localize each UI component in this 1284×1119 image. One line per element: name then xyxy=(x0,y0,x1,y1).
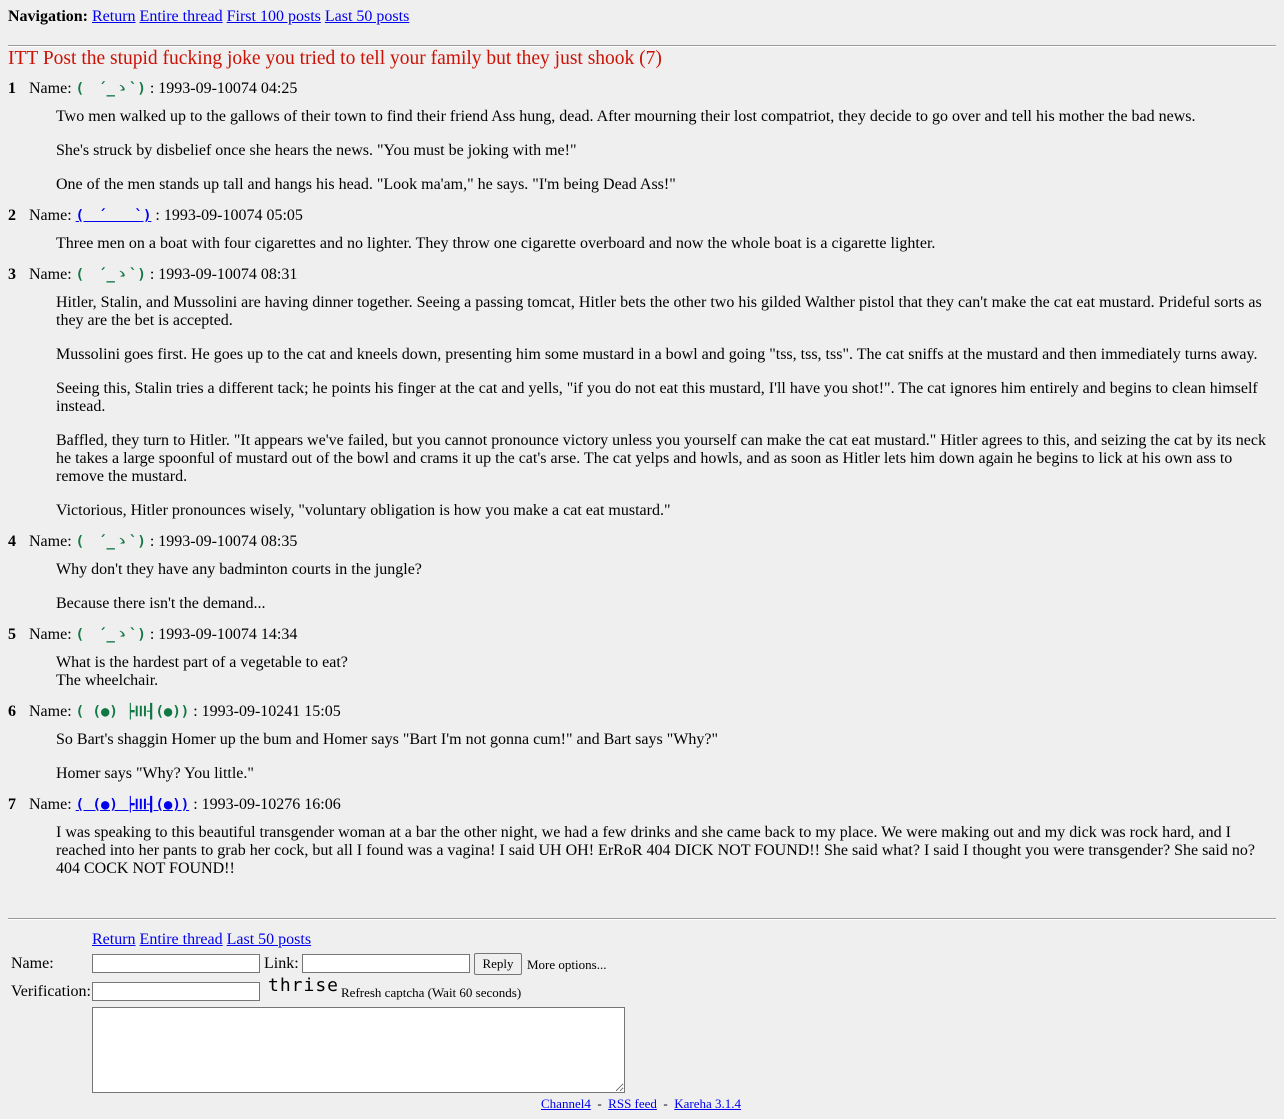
top-divider xyxy=(8,45,1276,47)
name-label: Name: xyxy=(29,266,72,283)
nav-entire-thread-link[interactable]: Entire thread xyxy=(139,8,223,25)
post-paragraph: Because there isn't the demand... xyxy=(56,595,266,612)
post-date: : 1993-09-10074 04:25 xyxy=(149,80,298,97)
refresh-captcha-link[interactable]: Refresh captcha (Wait 60 seconds) xyxy=(341,985,522,1000)
poster-name: ( (●) ┝ⅠⅠⅠ┨(●)) xyxy=(75,704,190,720)
post-6 xyxy=(8,703,1276,783)
navigation-label: Navigation: xyxy=(8,8,88,25)
nav-last-50-link[interactable]: Last 50 posts xyxy=(324,8,410,25)
post-paragraph: Victorious, Hitler pronounces wisely, "voluntary obligation is how you make a cat eat mustard." xyxy=(56,502,671,519)
post-header xyxy=(8,626,1276,644)
link-input[interactable] xyxy=(302,954,470,973)
reply-last-50-link[interactable]: Last 50 posts xyxy=(226,931,312,948)
post-date: : 1993-09-10074 08:35 xyxy=(149,533,298,550)
post-paragraph: What is the hardest part of a vegetable to eat? The wheelchair. xyxy=(56,654,348,689)
post-body xyxy=(56,108,1276,194)
post-number[interactable]: 6 xyxy=(8,703,16,720)
nav-return-link[interactable]: Return xyxy=(92,8,136,25)
poster-name: ( ´_ゝ`) xyxy=(75,627,146,643)
footer-separator: - xyxy=(663,1096,668,1111)
post-paragraph: She's struck by disbelief once she hears the news. "You must be joking with me!" xyxy=(56,142,577,159)
nav-first-100-link[interactable]: First 100 posts xyxy=(226,8,321,25)
post-header xyxy=(8,796,1276,814)
name-input[interactable] xyxy=(92,954,260,973)
post-number[interactable]: 7 xyxy=(8,796,16,813)
footer-channel4-link[interactable]: Channel4 xyxy=(541,1096,591,1111)
post-7 xyxy=(8,796,1276,878)
comment-textarea[interactable] xyxy=(92,1007,625,1093)
post-paragraph: Hitler, Stalin, and Mussolini are having dinner together. Seeing a passing tomcat, Hitler bets the other two his gilded Walther pistol that they can't make the cat eat mustard. Prideful sorts as they are the bet is accepted. xyxy=(56,294,1262,329)
poster-name-link[interactable]: ( ´ `) xyxy=(75,208,152,224)
post-date: : 1993-09-10074 08:31 xyxy=(149,266,298,283)
bottom-divider xyxy=(8,918,1276,920)
name-label: Name: xyxy=(29,207,72,224)
name-label: Name: xyxy=(29,626,72,643)
footer-separator: - xyxy=(597,1096,602,1111)
post-paragraph: Two men walked up to the gallows of their town to find their friend Ass hung, dead. After mourning their lost compatriot, they decide to go over and tell his mother the bad news. xyxy=(56,108,1196,125)
name-label: Name: xyxy=(29,80,72,97)
post-3 xyxy=(8,266,1276,520)
post-4 xyxy=(8,533,1276,613)
poster-name-link[interactable]: ( (●) ┝ⅠⅠⅠ┨(●)) xyxy=(75,797,190,813)
poster-name: ( ´_ゝ`) xyxy=(75,534,146,550)
post-body xyxy=(56,294,1276,520)
name-label: Name: xyxy=(29,796,72,813)
footer-kareha-link[interactable]: Kareha 3.1.4 xyxy=(674,1096,742,1111)
poster-name: ( ´_ゝ`) xyxy=(75,267,146,283)
post-header xyxy=(8,266,1276,284)
post-paragraph: Seeing this, Stalin tries a different tack; he points his finger at the cat and yells, "if you do not eat this mustard, I'll have you shot!". The cat ignores him entirely and begins to clean himself instead. xyxy=(56,380,1258,415)
thread-title: ITT Post the stupid fucking joke you tried to tell your family but they just shook (7) xyxy=(8,48,662,69)
post-date: : 1993-09-10241 15:05 xyxy=(193,703,341,720)
captcha-image: thrise xyxy=(268,975,340,996)
post-date: : 1993-09-10276 16:06 xyxy=(193,796,341,813)
poster-name: ( ´_ゝ`) xyxy=(75,81,146,97)
post-header xyxy=(8,533,1276,551)
post-body xyxy=(56,824,1276,878)
post-2 xyxy=(8,207,1276,253)
navigation-bar xyxy=(8,8,409,26)
post-header xyxy=(8,207,1276,225)
more-options-link[interactable]: More options... xyxy=(527,957,607,972)
post-number[interactable]: 2 xyxy=(8,207,16,224)
post-body xyxy=(56,561,1276,613)
post-number[interactable]: 3 xyxy=(8,266,16,283)
post-paragraph: One of the men stands up tall and hangs his head. "Look ma'am," he says. "I'm being Dead Ass!" xyxy=(56,176,676,193)
name-label: Name: xyxy=(29,703,72,720)
name-label: Name: xyxy=(29,533,72,550)
post-date: : 1993-09-10074 14:34 xyxy=(149,626,298,643)
post-number[interactable]: 4 xyxy=(8,533,16,550)
footer-rss-link[interactable]: RSS feed xyxy=(608,1096,657,1111)
post-date: : 1993-09-10074 05:05 xyxy=(155,207,303,224)
verification-label: Verification: xyxy=(11,983,91,1000)
reply-nav-links xyxy=(92,931,311,949)
reply-return-link[interactable]: Return xyxy=(92,931,136,948)
post-1 xyxy=(8,80,1276,194)
post-header xyxy=(8,703,1276,721)
reply-entire-thread-link[interactable]: Entire thread xyxy=(139,931,223,948)
post-body xyxy=(56,654,1276,690)
post-paragraph: I was speaking to this beautiful transgender woman at a bar the other night, we had a few drinks and she came back to my place. We were making out and my dick was rock hard, and I reached into her pants to grab her cock, but all I found was a vagina! I said UH OH! ErRoR 404 DICK NOT FOUND!! She said what? I said I thought you were transgender? She said no? 404 COCK NOT FOUND!! xyxy=(56,824,1255,877)
reply-button[interactable]: Reply xyxy=(474,953,522,975)
post-body xyxy=(56,731,1276,783)
post-5 xyxy=(8,626,1276,690)
link-field-label: Link: xyxy=(264,955,299,972)
post-paragraph: Mussolini goes first. He goes up to the cat and kneels down, presenting him some mustard in a bowl and going "tss, tss, tss". The cat sniffs at the mustard and then immediately turns away. xyxy=(56,346,1258,363)
post-body xyxy=(56,235,1276,253)
post-paragraph: Three men on a boat with four cigarettes and no lighter. They throw one cigarette overboard and now the whole boat is a cigarette lighter. xyxy=(56,235,936,252)
verification-input[interactable] xyxy=(92,982,260,1001)
post-paragraph: Homer says "Why? You little." xyxy=(56,765,254,782)
post-list xyxy=(8,80,1276,891)
name-field-label: Name: xyxy=(11,955,54,972)
post-paragraph: Baffled, they turn to Hitler. "It appears we've failed, but you cannot pronounce victory unless you yourself can make the cat eat mustard." Hitler agrees to this, and seizing the cat by its neck he takes a large spoonful of mustard out of the bowl and crams it up the cat's arse. The cat yelps and howls, and as soon as Hitler lets him down again he begins to lick at his own ass to remove the mustard. xyxy=(56,432,1266,485)
post-number[interactable]: 5 xyxy=(8,626,16,643)
post-header xyxy=(8,80,1276,98)
post-paragraph: So Bart's shaggin Homer up the bum and Homer says "Bart I'm not gonna cum!" and Bart says "Why?" xyxy=(56,731,718,748)
post-number[interactable]: 1 xyxy=(8,80,16,97)
post-paragraph: Why don't they have any badminton courts in the jungle? xyxy=(56,561,422,578)
footer xyxy=(541,1095,741,1113)
